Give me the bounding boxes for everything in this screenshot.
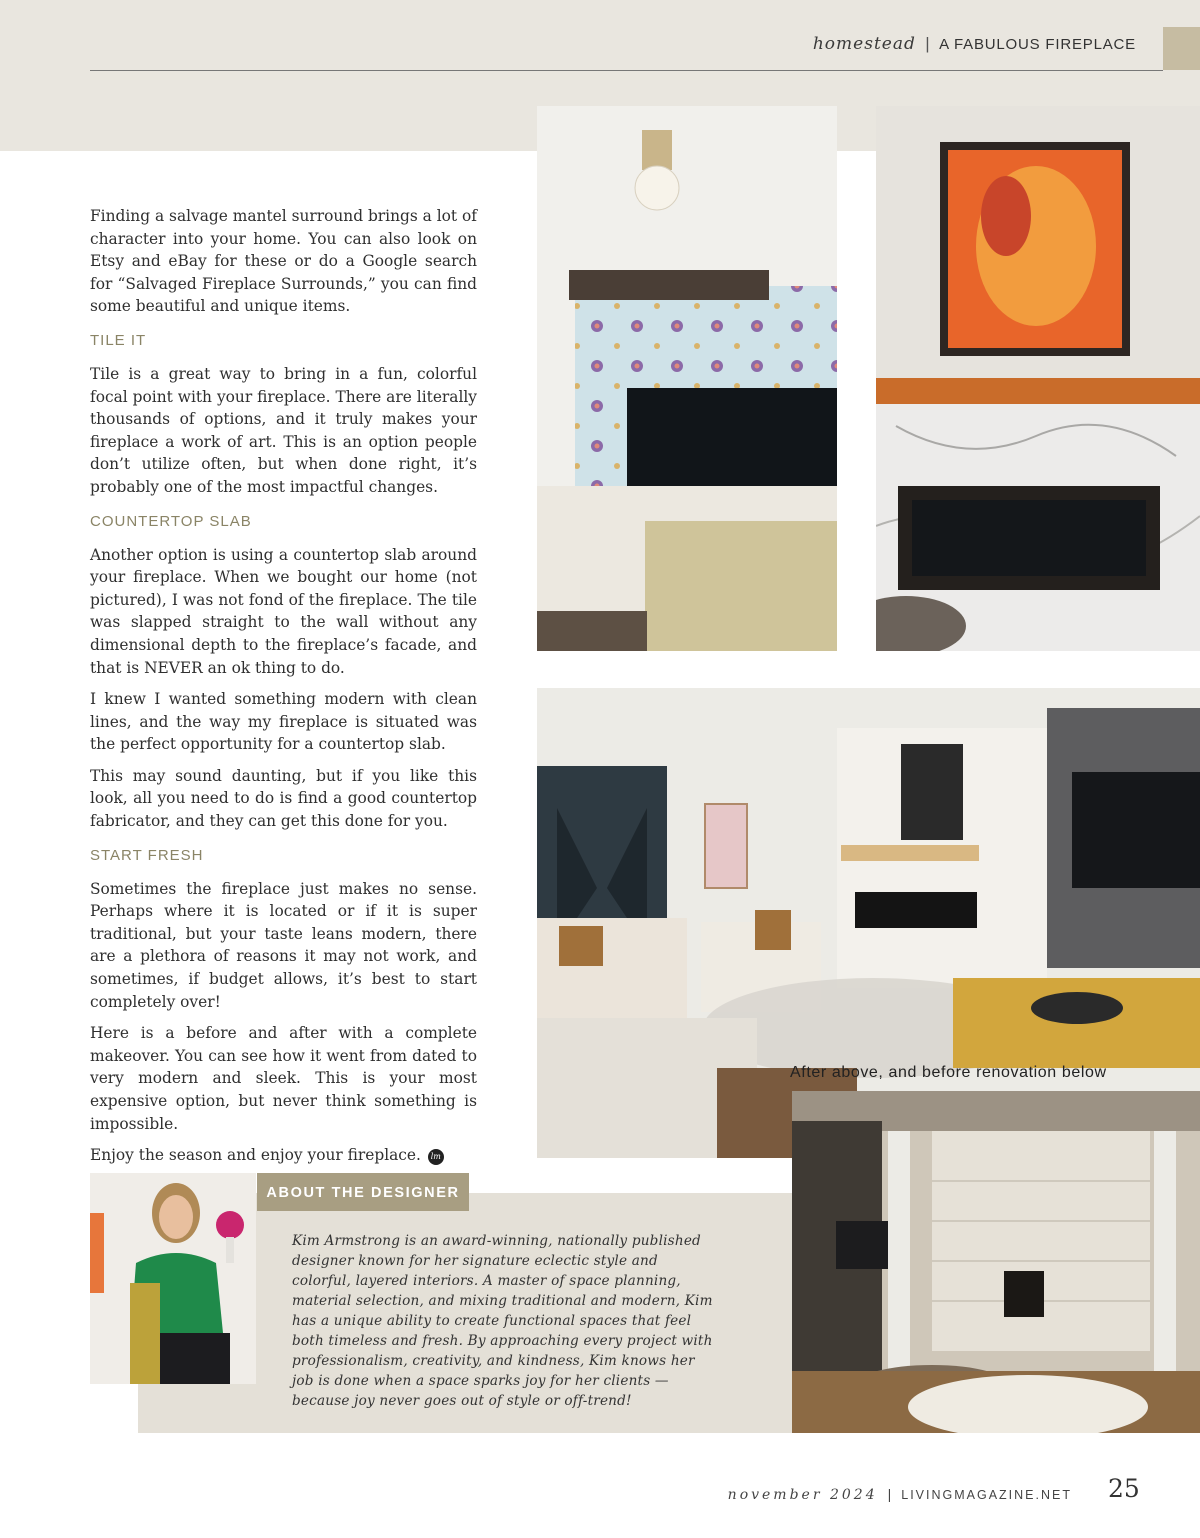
fresh-paragraph-1: Sometimes the fireplace just makes no sense. Perhaps where it is located or if it is super traditional, but your taste leans modern, there are a plethora of reasons it may not work, and sometimes, if budget allows, it’s best to start completely over!: [90, 879, 477, 1011]
closing-text: Enjoy the season and enjoy your fireplace.: [90, 1146, 421, 1165]
tile-fireplace-image: [537, 106, 837, 651]
footer-separator: |: [887, 1486, 892, 1502]
designer-photo: [90, 1173, 256, 1384]
section-name: homestead: [812, 34, 916, 54]
slab-paragraph-3: This may sound daunting, but if you like this look, all you need to do is find a good countertop fabricator, and they can get this done for you.: [90, 766, 477, 831]
header-separator: |: [925, 34, 930, 53]
header-tab: [1163, 27, 1200, 70]
photo-after-renovation: [537, 688, 1200, 1158]
photo-slab-fireplace: [876, 106, 1200, 651]
fresh-paragraph-2: Here is a before and after with a complete makeover. You can see how it went from dated to very modern and sleek. This is your most expensive option, but never think something is impossible.: [90, 1024, 477, 1133]
heading-countertop-slab: COUNTERTOP SLAB: [90, 512, 252, 530]
slab-fireplace-image: [876, 106, 1200, 651]
page-number: 25: [1108, 1474, 1140, 1503]
photo-before-renovation: [792, 1091, 1200, 1433]
slab-paragraph-1: Another option is using a countertop slab around your fireplace. When we bought our home (not pictured), I was not fond of the fireplace. The tile was slapped straight to the wall without any dimensional depth to the fireplace’s facade, and that is NEVER an ok thing to do.: [90, 545, 477, 677]
heading-tile-it: TILE IT: [90, 331, 147, 349]
intro-paragraph: Finding a salvage mantel surround brings a lot of character into your home. You can also look on Etsy and eBay for these or do a Google search for “Salvaged Fireplace Surrounds,” you can find some beautiful and unique items.: [90, 207, 477, 316]
heading-start-fresh: START FRESH: [90, 846, 204, 864]
signoff-logo-icon: lm: [428, 1149, 444, 1165]
article-title: A FABULOUS FIREPLACE: [939, 36, 1136, 53]
tile-paragraph: Tile is a great way to bring in a fun, colorful focal point with your fireplace. There are literally thousands of options, and it truly makes your fireplace a work of art. This is an option people don’t utilize often, but when done right, it’s probably one of the most impactful changes.: [90, 364, 477, 496]
before-renovation-image: [792, 1091, 1200, 1433]
footer: [728, 1486, 1072, 1503]
issue-date: november 2024: [727, 1487, 878, 1503]
running-header: [813, 34, 1136, 54]
designer-portrait-image: [90, 1173, 256, 1384]
photo-tile-fireplace: [537, 106, 837, 651]
website-link[interactable]: LIVINGMAGAZINE.NET: [901, 1488, 1072, 1502]
closing-paragraph: [90, 1144, 477, 1167]
article-body: [90, 205, 477, 1176]
after-renovation-image: [537, 688, 1200, 1158]
about-label: ABOUT THE DESIGNER: [257, 1173, 469, 1211]
photo-caption: After above, and before renovation below: [790, 1064, 1107, 1081]
designer-bio: Kim Armstrong is an award-winning, nationally published designer known for her signature eclectic style and colorful, layered interiors. A master of space planning, material selection, and mixing traditional and modern, Kim has a unique ability to create functional spaces that feel both timeless and fresh. By approaching every project with professionalism, creativity, and kindness, Kim knows her job is done when a space sparks joy for her clients — because joy never goes out of style or off-trend!: [292, 1233, 713, 1409]
header-rule: [90, 70, 1163, 71]
slab-paragraph-2: I knew I wanted something modern with clean lines, and the way my fireplace is situated was the perfect opportunity for a countertop slab.: [90, 690, 477, 754]
